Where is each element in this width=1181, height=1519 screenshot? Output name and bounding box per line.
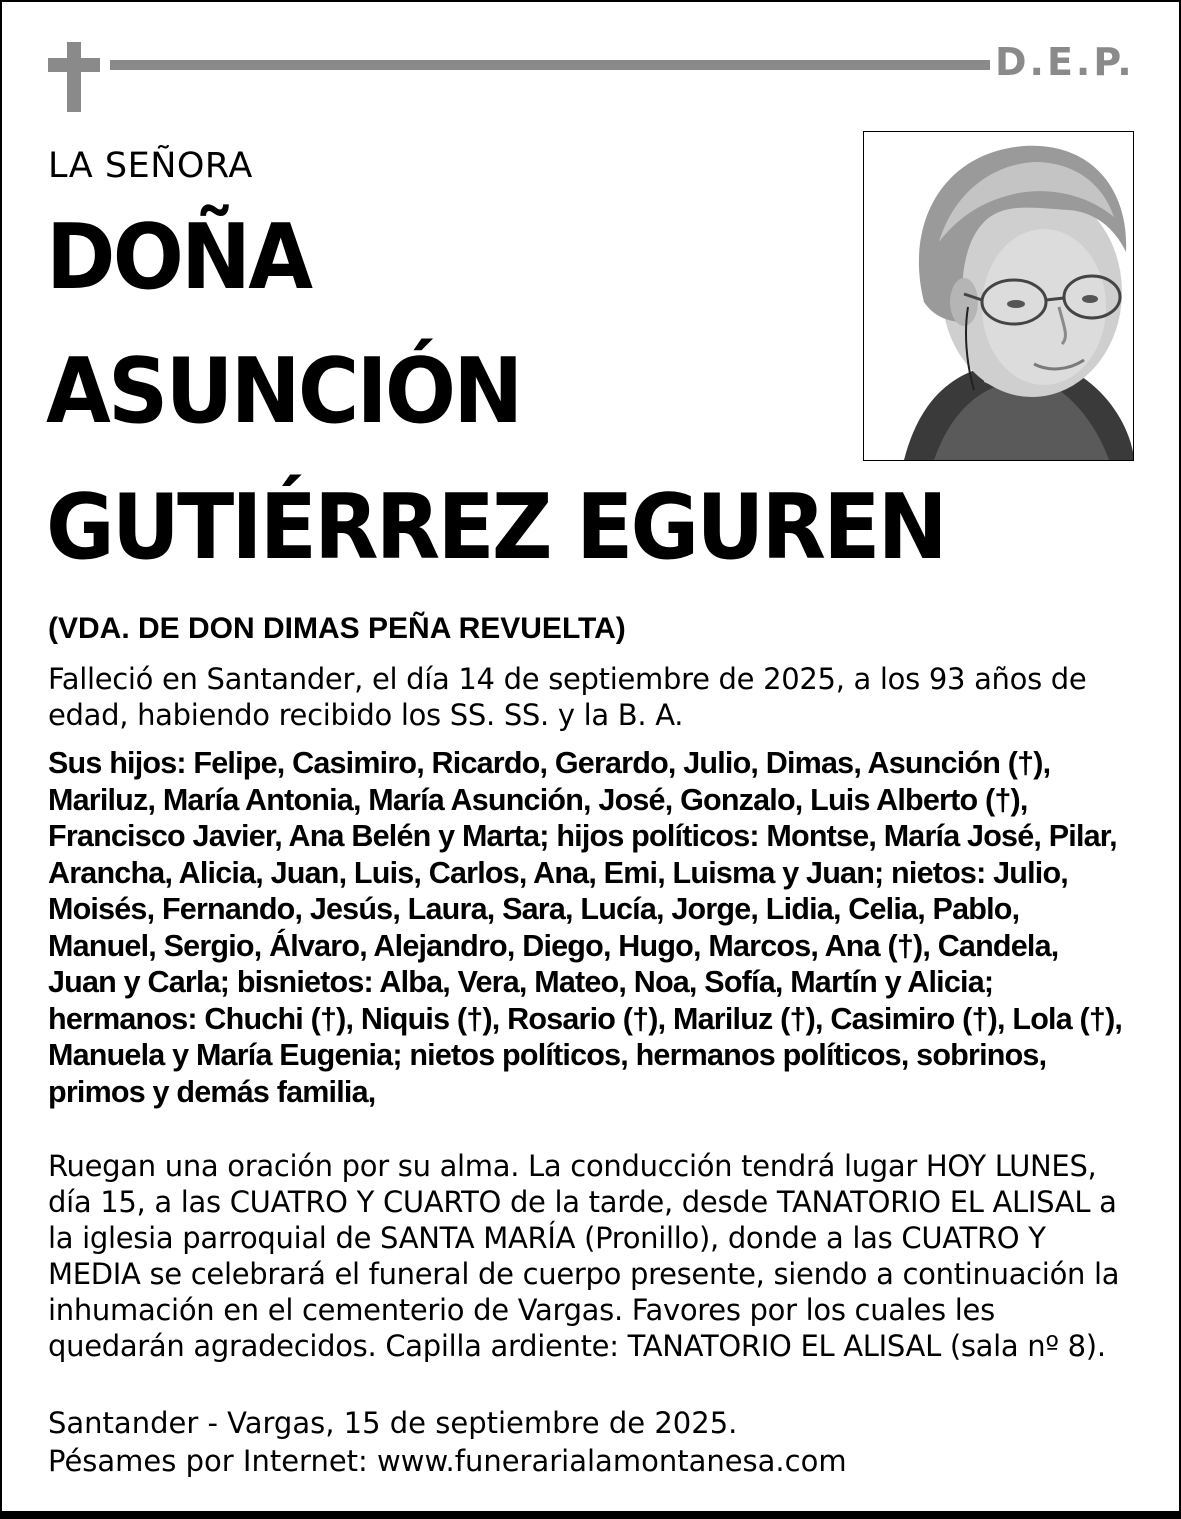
portrait-photo-icon [864, 132, 1133, 460]
footer [48, 1404, 1133, 1480]
header-rule [110, 60, 990, 70]
condolences-line: Pésames por Internet: www.funerarialamontanesa.com [48, 1444, 847, 1478]
family-list-paragraph: Sus hijos: Felipe, Casimiro, Ricardo, Gerardo, Julio, Dimas, Asunción (†), Mariluz, María Antonia, María Asunción, José, Gonzalo, Luis Alberto (†), Francisco Javier, Ana Belén y Marta; hijos políticos: Montse, María José, Pilar, Arancha, Alicia, Juan, Luis, Carlos, Ana, Emi, Luisma y Juan; nietos: Julio, Moisés, Fernando, Jesús, Laura, Sara, Lucía, Jorge, Lidia, Celia, Pablo, Manuel, Sergio, Álvaro, Alejandro, Diego, Hugo, Marcos, Ana (†), Candela, Juan y Carla; bisnietos: Alba, Vera, Mateo, Noa, Sofía, Martín y Alicia; hermanos: Chuchi (†), Niquis (†), Rosario (†), Mariluz (†), Casimiro (†), Lola (†), Manuela y María Eugenia; nietos políticos, hermanos políticos, sobrinos, primos y demás familia, [48, 746, 1123, 1109]
widow-of-line: (VDA. DE DON DIMAS PEÑA REVUELTA) [48, 612, 626, 645]
deceased-name-line-1: DOÑA [46, 205, 311, 310]
death-notice-paragraph: Falleció en Santander, el día 14 de septiembre de 2025, a los 93 años de edad, habiendo recibido los SS. SS. y la B. A. [48, 662, 1087, 732]
deceased-name-line-2: ASUNCIÓN [46, 339, 521, 444]
place-date-line: Santander - Vargas, 15 de septiembre de 2025. [48, 1406, 738, 1440]
ceremony-paragraph: Ruegan una oración por su alma. La conducción tendrá lugar HOY LUNES, día 15, a las CUATRO Y CUARTO de la tarde, desde TANATORIO EL ALISAL a la iglesia parroquial de SANTA MARÍA (Pronillo), donde a las CUATRO Y MEDIA se celebrará el funeral de cuerpo presente, siendo a continuación la inhumación en el cementerio de Vargas. Favores por los cuales les quedarán agradecidos. Capilla ardiente: TANATORIO EL ALISAL (sala nº 8). [48, 1149, 1120, 1363]
deceased-name-line-3: GUTIÉRREZ EGUREN [46, 475, 945, 580]
latin-cross-icon [48, 42, 100, 112]
dep-badge: D.E.P. [995, 40, 1135, 84]
portrait-photo [863, 131, 1134, 461]
honorific-prefix: LA SEÑORA [48, 146, 253, 186]
